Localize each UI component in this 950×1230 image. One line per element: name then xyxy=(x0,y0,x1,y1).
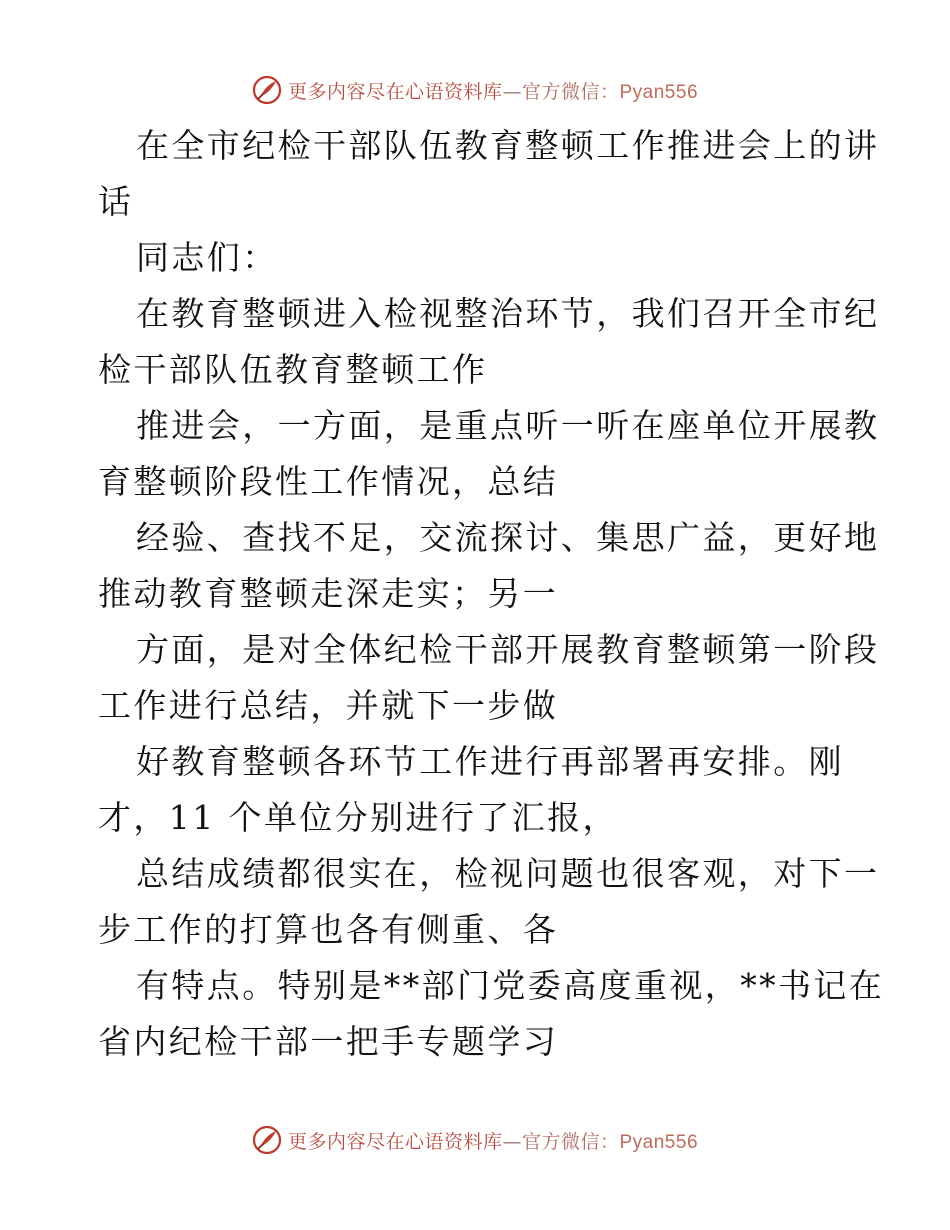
watermark-wechat-id: Pyan556 xyxy=(619,1131,699,1153)
text-line: 总结成绩都很实在，检视问题也很客观，对下一 xyxy=(136,854,880,893)
text-line: 育整顿阶段性工作情况，总结 xyxy=(98,462,559,501)
text-line: 在全市纪检干部队伍教育整顿工作推进会上的讲 xyxy=(136,126,880,165)
watermark-wechat-label: 官方微信： xyxy=(521,80,620,103)
text-line: 有特点。特别是**部门党委高度重视，**书记在 xyxy=(136,966,885,1005)
watermark-dash: — xyxy=(502,80,522,103)
text-line: 推进会，一方面，是重点听一听在座单位开展教 xyxy=(136,406,880,445)
watermark-main-text: 更多内容尽在心语资料库 xyxy=(287,80,503,103)
text-line: 同志们： xyxy=(136,238,278,277)
watermark-text xyxy=(288,1127,698,1154)
text-line: 推动教育整顿走深走实；另一 xyxy=(98,574,559,613)
watermark-wechat-id: Pyan556 xyxy=(619,81,699,103)
footer-watermark xyxy=(0,1120,950,1160)
text-line: 省内纪检干部一把手专题学习 xyxy=(98,1022,559,1061)
watermark-main-text: 更多内容尽在心语资料库 xyxy=(287,1130,503,1153)
text-line: 方面，是对全体纪检干部开展教育整顿第一阶段 xyxy=(136,630,880,669)
text-line: 话 xyxy=(98,182,134,221)
text-line: 才，11 个单位分别进行了汇报， xyxy=(98,798,618,837)
text-line: 步工作的打算也各有侧重、各 xyxy=(98,910,559,949)
watermark-dash: — xyxy=(502,1130,522,1153)
feather-pen-logo-icon xyxy=(252,75,282,105)
watermark-wechat-label: 官方微信： xyxy=(521,1130,620,1153)
text-line: 经验、查找不足，交流探讨、集思广益，更好地 xyxy=(136,518,880,557)
document-body xyxy=(98,118,885,1070)
text-line: 检干部队伍教育整顿工作 xyxy=(98,350,488,389)
feather-pen-logo-icon xyxy=(252,1125,282,1155)
text-line: 工作进行总结，并就下一步做 xyxy=(98,686,559,725)
header-watermark xyxy=(0,70,950,110)
text-line: 在教育整顿进入检视整治环节，我们召开全市纪 xyxy=(136,294,880,333)
text-line: 好教育整顿各环节工作进行再部署再安排。刚 xyxy=(136,742,844,781)
watermark-text xyxy=(288,77,698,104)
